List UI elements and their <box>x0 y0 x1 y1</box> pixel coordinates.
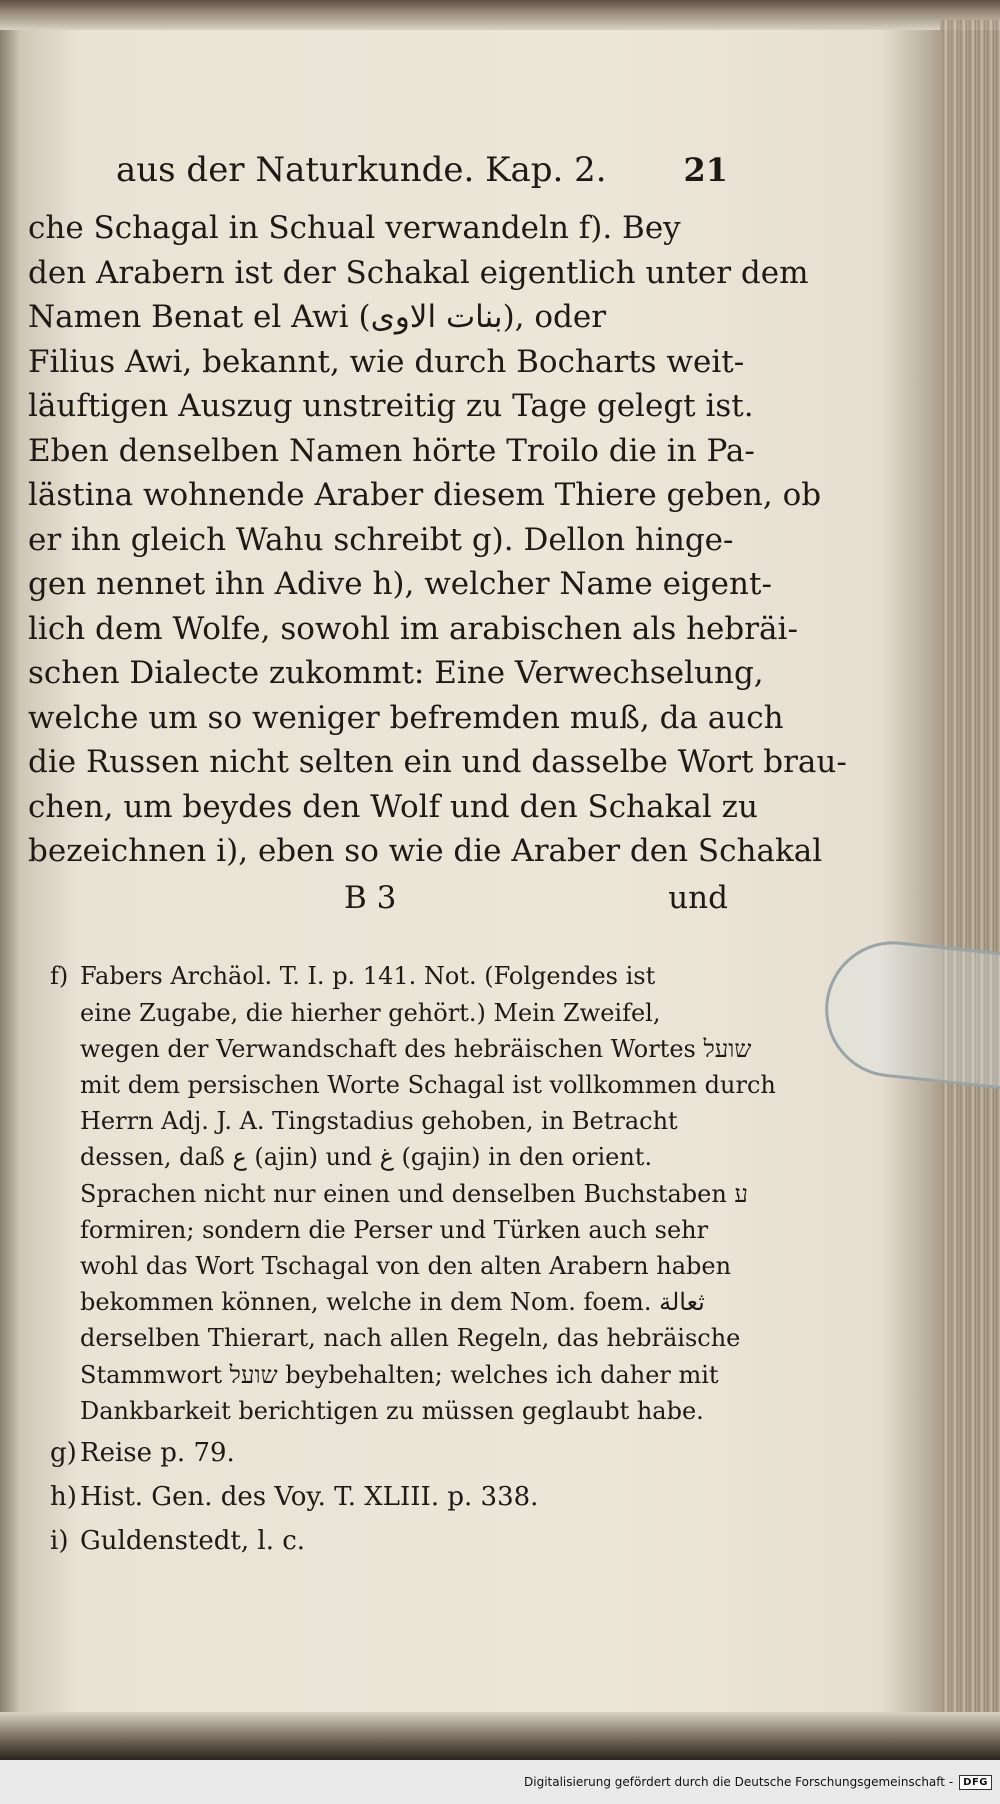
footnote-line: eine Zugabe, die hierher gehört.) Mein Zweifel, <box>80 998 661 1027</box>
body-line: lästina wohnende Araber diesem Thiere geben, ob <box>28 477 822 513</box>
footnote-mark: h) <box>50 1481 77 1512</box>
body-line: chen, um beydes den Wolf und den Schakal zu <box>28 788 758 825</box>
signature-line <box>28 876 728 920</box>
footnote-i <box>50 1521 730 1561</box>
footnote-mark: g) <box>50 1437 77 1468</box>
footnote-text: Guldenstedt, l. c. <box>80 1525 306 1556</box>
footnote-mark: i) <box>50 1525 69 1556</box>
page-right-edge <box>940 20 1000 1740</box>
running-head <box>28 150 728 190</box>
footnote-text: Hist. Gen. des Voy. T. XLIII. p. 338. <box>80 1481 539 1512</box>
dfg-logo: DFG <box>959 1775 992 1790</box>
body-line: gen nennet ihn Adive h), welcher Name eigent- <box>28 566 772 602</box>
body-line: Eben denselben Namen hörte Troilo die in Pa- <box>28 432 755 469</box>
footnote-line: bekommen können, welche in dem Nom. foem. ثعالة <box>80 1288 705 1317</box>
page-bottom-edge <box>0 1712 1000 1760</box>
body-line: läuftigen Auszug unstreitig zu Tage gelegt ist. <box>28 388 754 424</box>
page-number: 21 <box>683 151 728 189</box>
body-line: schen Dialecte zukommt: Eine Verwechselung, <box>28 655 764 691</box>
footnote-line: mit dem persischen Worte Schagal ist vollkommen durch <box>80 1070 776 1099</box>
footnote-text: Reise p. 79. <box>80 1437 235 1468</box>
footnote-f <box>50 958 730 995</box>
footnote-line: Stammwort שועל beybehalten; welches ich daher mit <box>80 1360 719 1389</box>
footnote-mark: f) <box>50 962 69 990</box>
footnote-line: Herrn Adj. J. A. Tingstadius gehoben, in Betracht <box>80 1107 678 1136</box>
page-top-edge <box>0 0 1000 30</box>
body-line: bezeichnen i), eben so wie die Araber den Schakal <box>28 833 823 869</box>
body-line: lich dem Wolfe, sowohl im arabischen als hebräi- <box>28 610 798 647</box>
footnote-line: Dankbarkeit berichtigen zu müssen geglaubt habe. <box>80 1396 704 1425</box>
body-line: den Arabern ist der Schakal eigentlich unter dem <box>28 254 809 291</box>
body-line: die Russen nicht selten ein und dasselbe Wort brau- <box>28 744 847 780</box>
footnote-line: Fabers Archäol. T. I. p. 141. Not. (Folgendes ist <box>80 962 656 990</box>
footnote-g <box>50 1433 730 1473</box>
body-line: er ihn gleich Wahu schreibt g). Dellon hinge- <box>28 521 734 558</box>
digitization-credit <box>0 1760 1000 1804</box>
body-line: Filius Awi, bekannt, wie durch Bocharts weit- <box>28 343 745 380</box>
footnote-line: wegen der Verwandschaft des hebräischen Wortes שועל <box>80 1034 752 1063</box>
footnote-h <box>50 1477 730 1517</box>
body-line: che Schagal in Schual verwandeln f). Bey <box>28 210 681 246</box>
footnote-line: wohl das Wort Tschagal von den alten Arabern haben <box>80 1251 732 1280</box>
footnote-line: derselben Thierart, nach allen Regeln, das hebräische <box>80 1324 741 1353</box>
footnote-line: Sprachen nicht nur einen und denselben Buchstaben ע <box>80 1179 749 1208</box>
body-line: Namen Benat el Awi (بنات الاوى), oder <box>28 299 607 335</box>
running-head-title: aus der Naturkunde. Kap. 2. <box>116 150 607 190</box>
signature-mark: B 3 <box>344 879 397 916</box>
footnote-line: dessen, daß ع (ajin) und غ (gajin) in den orient. <box>80 1143 653 1172</box>
footnote-line: formiren; sondern die Perser und Türken auch sehr <box>80 1215 709 1244</box>
clip-marker <box>818 935 1000 1092</box>
credit-text: Digitalisierung gefördert durch die Deutsche Forschungsgemeinschaft - <box>524 1775 954 1789</box>
catchword: und <box>668 879 728 916</box>
main-text <box>28 150 847 920</box>
footnotes <box>50 958 776 1561</box>
body-line: welche um so weniger befremden muß, da auch <box>28 699 784 736</box>
